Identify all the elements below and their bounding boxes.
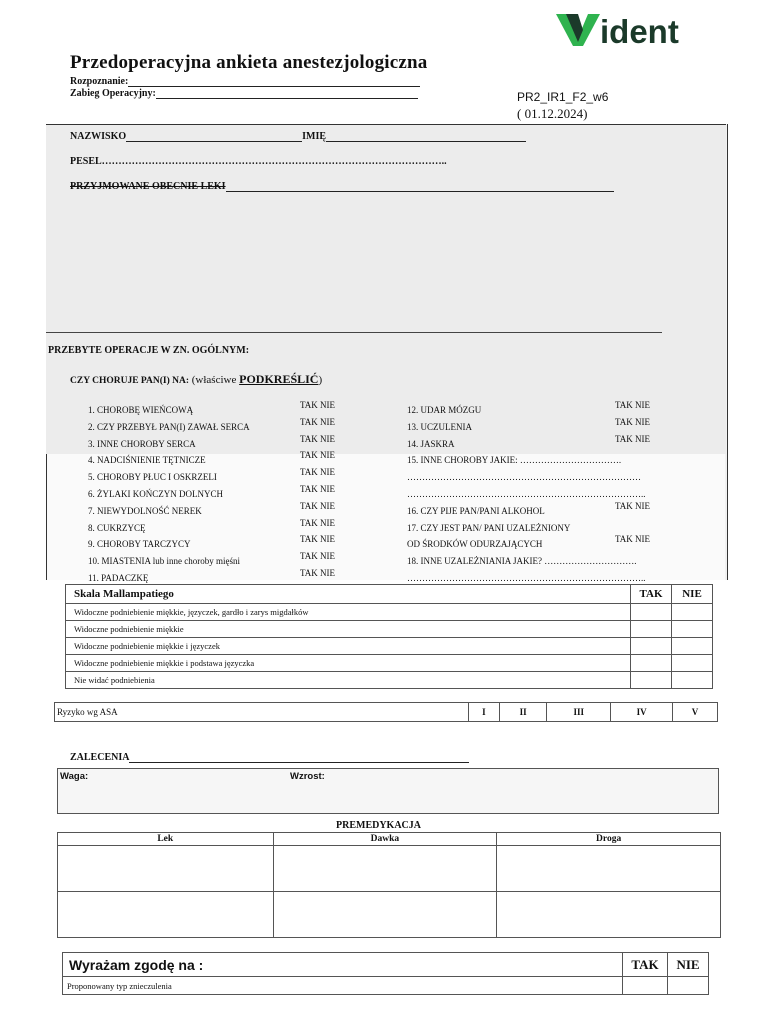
mallampati-tak-cell[interactable]: [631, 672, 672, 689]
premed-col-lek: Lek: [58, 833, 274, 846]
mallampati-row: [66, 655, 713, 672]
disease-item[interactable]: [88, 484, 358, 498]
disease-item[interactable]: [407, 551, 677, 565]
mallampati-nie-cell[interactable]: [672, 621, 713, 638]
disease-item[interactable]: [407, 400, 677, 414]
disease-label: 1. CHOROBĘ WIEŃCOWĄ: [88, 405, 194, 415]
asa-label: Ryzyko wg ASA: [55, 703, 469, 722]
tak-nie-choice[interactable]: TAK NIE: [615, 534, 651, 545]
tak-nie-choice[interactable]: TAK NIE: [300, 551, 336, 562]
disease-item[interactable]: [88, 518, 358, 532]
disease-label: ……………………………………………………………………..: [407, 489, 646, 499]
disease-item[interactable]: [88, 534, 358, 548]
tak-nie-choice[interactable]: TAK NIE: [615, 500, 651, 511]
tak-nie-choice[interactable]: TAK NIE: [300, 450, 336, 461]
tak-nie-choice[interactable]: TAK NIE: [300, 416, 336, 427]
premedykacja-title: PREMEDYKACJA: [336, 820, 421, 831]
mallampati-nie-cell[interactable]: [672, 604, 713, 621]
disease-item[interactable]: [88, 467, 358, 481]
mallampati-tak-header: TAK: [631, 585, 672, 604]
premed-row[interactable]: [58, 846, 721, 892]
vident-logo: [556, 10, 716, 48]
mallampati-row: [66, 638, 713, 655]
disease-label: ……………………………………………………………………..: [407, 573, 646, 583]
nazwisko-field[interactable]: NAZWISKO IMIĘ: [70, 131, 526, 142]
mallampati-tak-cell[interactable]: [631, 604, 672, 621]
disease-label: 10. MIASTENIA lub inne choroby mięśni: [88, 556, 240, 567]
mallampati-nie-cell[interactable]: [672, 638, 713, 655]
tak-nie-choice[interactable]: TAK NIE: [300, 517, 336, 528]
mallampati-row: [66, 621, 713, 638]
mallampati-nie-header: NIE: [672, 585, 713, 604]
mallampati-row: [66, 672, 713, 689]
disease-label: 18. INNE UZALEŻNIANIA JAKIE? ………………………….: [407, 556, 637, 567]
zgoda-title: Wyrażam zgodę na :: [63, 953, 623, 977]
document-date: ( 01.12.2024): [517, 106, 588, 121]
tak-nie-choice[interactable]: TAK NIE: [300, 534, 336, 545]
disease-label: 15. INNE CHOROBY JAKIE: …………………………….: [407, 455, 622, 466]
zgoda-table: [62, 952, 709, 995]
disease-label: 14. JASKRA: [407, 438, 455, 449]
mallampati-nie-cell[interactable]: [672, 655, 713, 672]
zgoda-nie-cell[interactable]: [668, 977, 709, 995]
premed-col-dawka: Dawka: [273, 833, 497, 846]
disease-label: 6. ŻYLAKI KOŃCZYN DOLNYCH: [88, 489, 223, 499]
disease-label: 16. CZY PIJE PAN/PANI ALKOHOL: [407, 505, 545, 516]
mallampati-row-label: Widoczne podniebienie miękkie i podstawa języczka: [66, 655, 631, 672]
asa-table: [54, 702, 718, 722]
zalecenia-field[interactable]: ZALECENIA: [70, 752, 469, 763]
disease-label: 9. CHOROBY TARCZYCY: [88, 539, 191, 550]
mallampati-table: [65, 584, 713, 689]
zgoda-nie-header: NIE: [668, 953, 709, 977]
premed-row[interactable]: [58, 892, 721, 938]
disease-label: 7. NIEWYDOLNOŚĆ NEREK: [88, 505, 202, 516]
asa-level-3[interactable]: III: [547, 703, 611, 722]
tak-nie-choice[interactable]: TAK NIE: [615, 416, 651, 427]
divider: [46, 124, 726, 125]
waga-field[interactable]: Waga:: [60, 771, 89, 782]
tak-nie-choice[interactable]: TAK NIE: [300, 484, 336, 494]
wzrost-field[interactable]: Wzrost:: [290, 771, 325, 782]
disease-item[interactable]: [407, 450, 677, 464]
mallampati-row-label: Widoczne podniebienie miękkie, języczek, gardło i zarys migdałków: [66, 604, 631, 621]
disease-item[interactable]: [88, 400, 358, 414]
mallampati-nie-cell[interactable]: [672, 672, 713, 689]
disease-item[interactable]: [88, 568, 358, 582]
asa-level-4[interactable]: IV: [611, 703, 673, 722]
choroby-question: CZY CHORUJE PAN(I) NA: (właściwe PODKREŚLIĆ): [70, 372, 323, 386]
tak-nie-choice[interactable]: TAK NIE: [300, 467, 336, 478]
disease-label: ……………………………………………………………………: [407, 472, 641, 483]
leki-underline: [46, 332, 662, 333]
tak-nie-choice[interactable]: TAK NIE: [300, 500, 336, 511]
disease-item[interactable]: [407, 501, 677, 515]
rozpoznanie-field[interactable]: Rozpoznanie:: [70, 76, 420, 87]
zgoda-row-label: Proponowany typ znieczulenia: [63, 977, 623, 995]
svg-text:ident: ident: [600, 13, 679, 48]
document-code: PR2_IR1_F2_w6: [517, 90, 609, 104]
disease-item[interactable]: [407, 417, 677, 431]
tak-nie-choice[interactable]: TAK NIE: [615, 433, 651, 444]
disease-item[interactable]: [88, 501, 358, 515]
disease-item[interactable]: [407, 484, 677, 498]
disease-item[interactable]: [88, 551, 358, 565]
disease-item[interactable]: [407, 467, 677, 481]
disease-item[interactable]: [407, 518, 677, 532]
disease-label: 12. UDAR MÓZGU: [407, 405, 482, 415]
tak-nie-choice[interactable]: TAK NIE: [300, 568, 336, 578]
leki-field[interactable]: PRZYJMOWANE OBECNIE LEKI: [70, 181, 614, 192]
disease-label: 5. CHOROBY PŁUC I OSKRZELI: [88, 472, 217, 483]
pesel-field[interactable]: PESEL…………………………………………………………………………………………..: [70, 156, 447, 167]
mallampati-tak-cell[interactable]: [631, 655, 672, 672]
zgoda-tak-cell[interactable]: [623, 977, 668, 995]
asa-level-2[interactable]: II: [499, 703, 546, 722]
disease-item[interactable]: [407, 434, 677, 448]
disease-label: 4. NADCIŚNIENIE TĘTNICZE: [88, 455, 206, 466]
disease-item[interactable]: [407, 534, 677, 548]
disease-item[interactable]: [88, 434, 358, 448]
mallampati-tak-cell[interactable]: [631, 638, 672, 655]
mallampati-title: Skala Mallampatiego: [66, 585, 631, 604]
disease-item[interactable]: [88, 450, 358, 464]
asa-level-5[interactable]: V: [672, 703, 717, 722]
mallampati-row: [66, 604, 713, 621]
tak-nie-choice[interactable]: TAK NIE: [300, 400, 336, 410]
zabieg-field[interactable]: Zabieg Operacyjny:: [70, 88, 418, 99]
disease-label: 8. CUKRZYCĘ: [88, 522, 146, 533]
disease-label: 13. UCZULENIA: [407, 421, 472, 432]
disease-label: 11. PADACZKĘ: [88, 573, 149, 583]
disease-label: 3. INNE CHOROBY SERCA: [88, 438, 196, 449]
disease-label: OD ŚRODKÓW ODURZAJĄCYCH: [407, 539, 543, 550]
mallampati-row-label: Widoczne podniebienie miękkie: [66, 621, 631, 638]
tak-nie-choice[interactable]: TAK NIE: [615, 400, 651, 410]
disease-item[interactable]: [407, 568, 677, 582]
premedykacja-table: [57, 832, 721, 938]
waga-wzrost-box: [57, 768, 719, 814]
mallampati-row-label: Nie widać podniebienia: [66, 672, 631, 689]
asa-level-1[interactable]: I: [469, 703, 500, 722]
operacje-label: PRZEBYTE OPERACJE W ZN. OGÓLNYM:: [48, 345, 250, 356]
disease-label: 17. CZY JEST PAN/ PANI UZALEŻNIONY: [407, 522, 571, 533]
vident-logo-icon: [556, 10, 716, 48]
disease-label: 2. CZY PRZEBYŁ PAN(I) ZAWAŁ SERCA: [88, 421, 250, 432]
premed-col-droga: Droga: [497, 833, 721, 846]
mallampati-row-label: Widoczne podniebienie miękkie i języczek: [66, 638, 631, 655]
tak-nie-choice[interactable]: TAK NIE: [300, 433, 336, 444]
disease-item[interactable]: [88, 417, 358, 431]
zgoda-tak-header: TAK: [623, 953, 668, 977]
mallampati-tak-cell[interactable]: [631, 621, 672, 638]
page-title: Przedoperacyjna ankieta anestezjologiczna: [70, 52, 428, 73]
